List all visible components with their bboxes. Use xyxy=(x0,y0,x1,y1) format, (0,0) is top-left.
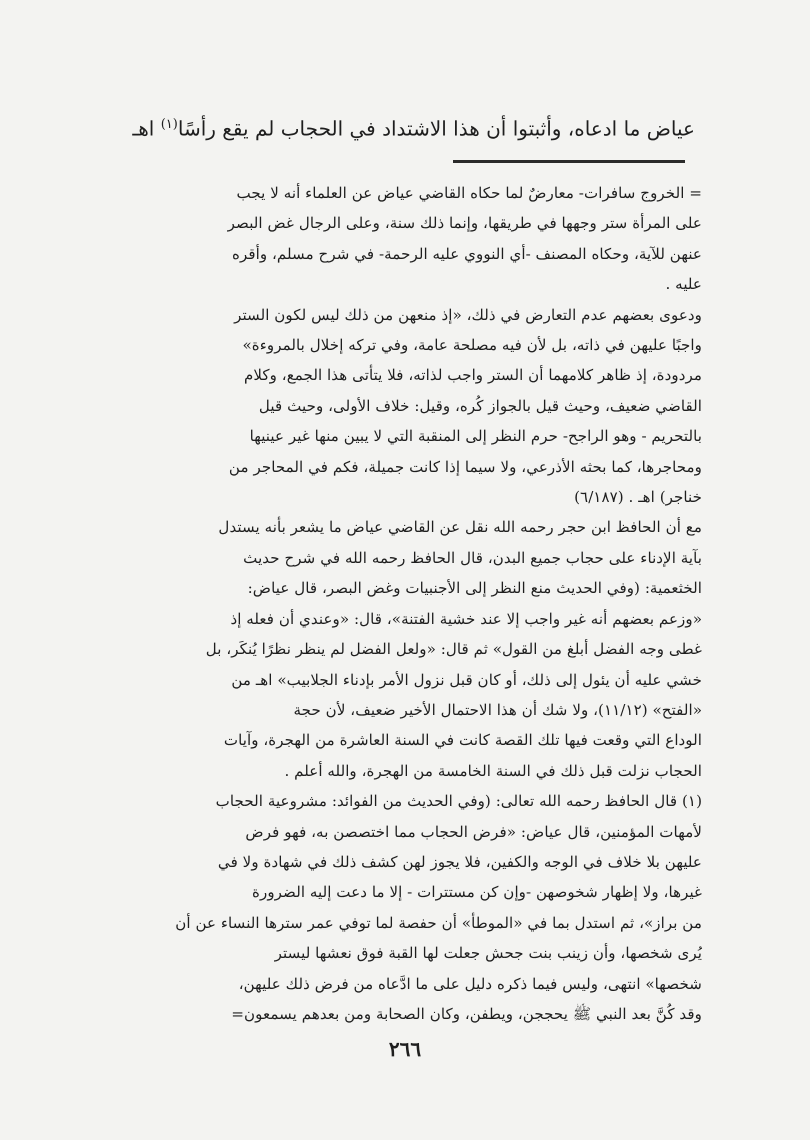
note-line: القاضي ضعيف، وحيث قيل بالجواز كُره، وقيل: خلاف الأولى، وحيث قيل xyxy=(258,396,702,415)
note-paragraph-2 xyxy=(78,300,702,513)
footnote-reference: (١) xyxy=(160,117,178,132)
note-line: عليهن بلا خلاف في الوجه والكفين، فلا يجوز لهن كشف ذلك في شهادة ولا في xyxy=(217,852,702,871)
note-line: الحجاب نزلت قبل ذلك في السنة الخامسة من الهجرة، والله أعلم . xyxy=(284,761,702,780)
page-number: ٢٦٦ xyxy=(388,1037,422,1061)
note-line: شخصها» انتهى، وليس فيما ذكره دليل على ما ادَّعاه من فرض ذلك عليهن، xyxy=(238,974,702,993)
note-line: بالتحريم - وهو الراجح- حرم النظر إلى المنقبة التي لا يبين منها غير عينيها xyxy=(249,427,702,446)
footnote-1 xyxy=(78,786,702,1029)
note-line: (١) قال الحافظ رحمه الله تعالى: (وفي الحديث من الفوائد: مشروعية الحجاب xyxy=(215,792,702,811)
note-line: عنهن للآية، وحكاه المصنف -أي النووي عليه الرحمة- في شرح مسلم، وأقره xyxy=(232,244,702,263)
note-paragraph-3 xyxy=(78,512,702,786)
footnotes-block xyxy=(78,178,702,1029)
main-text-body: عياض ما ادعاه، وأثبتوا أن هذا الاشتداد في الحجاب لم يقع رأسًا xyxy=(177,116,695,141)
note-line: عليه . xyxy=(665,275,702,294)
note-line: الوداع التي وقعت فيها تلك القصة كانت في السنة العاشرة من الهجرة، وآيات xyxy=(223,731,702,750)
note-line: من براز»، ثم استدل بما في «الموطأ» أن حفصة لما توفي عمر سترها النساء عن أن xyxy=(175,913,702,932)
note-line: على المرأة ستر وجهها في طريقها، وإنما ذلك سنة، وعلى الرجال غض البصر xyxy=(227,214,702,233)
note-line: غيرها، ولا إظهار شخوصهن -وإن كن مستترات - إلا ما دعت إليه الضرورة xyxy=(252,883,702,902)
note-line: مع أن الحافظ ابن حجر رحمه الله نقل عن القاضي عياض ما يشعر بأنه يستدل xyxy=(218,518,702,537)
note-line: خشي عليه أن يئول إلى ذلك، أو كان قبل نزول الأمر بإدناء الجلابيب» اهـ من xyxy=(231,670,702,689)
note-line: وقد كُنَّ بعد النبي ﷺ يحججن، ويطفن، وكان الصحابة ومن بعدهم يسمعون= xyxy=(231,1004,702,1023)
note-line: ومحاجرها، كما بحثه الأذرعي، ولا سيما إذا كانت جميلة، فكم في المحاجر من xyxy=(228,457,702,476)
note-line: الخثعمية: (وفي الحديث منع النظر إلى الأجنبيات وغض البصر، قال عياض: xyxy=(247,579,702,598)
note-line: «وزعم بعضهم أنه غير واجب إلا عند خشية الفتنة»، قال: «وعندي أن فعله إذ xyxy=(230,609,702,628)
continued-note xyxy=(78,178,702,300)
note-line: بآية الإدناء على حجاب جميع البدن، قال الحافظ رحمه الله في شرح حديث xyxy=(243,548,702,567)
note-line: واجبًا عليهن في ذاته، بل لأن فيه مصلحة عامة، وفي تركه إخلال بالمروءة» xyxy=(242,336,702,355)
note-line: = الخروج سافرات- معارضٌ لما حكاه القاضي عياض عن العلماء أنه لا يجب xyxy=(236,184,702,202)
footnote-separator-rule xyxy=(453,160,685,163)
main-text-line xyxy=(80,110,695,144)
note-line: مردودة، إذ ظاهر كلامهما أن الستر واجب لذاته، فلا يتأتى هذا الجمع، وكلام xyxy=(243,366,702,385)
note-line: غطى وجه الفضل أبلغ من القول» ثم قال: «ولعل الفضل لم ينظر نظرًا يُنكَر، بل xyxy=(205,640,702,659)
note-line: يُرى شخصها، وأن زينب بنت جحش جعلت لها القبة فوق نعشها ليستر xyxy=(274,944,702,963)
note-line: خناجر) اهـ . (٦/١٨٧) xyxy=(574,488,702,507)
main-text-end: اهـ xyxy=(132,116,161,141)
note-line: «الفتح» (١١/١٢)، ولا شك أن هذا الاحتمال الأخير ضعيف، لأن حجة xyxy=(293,700,702,719)
note-line: لأمهات المؤمنين، قال عياض: «فرض الحجاب مما اختصصن به، فهو فرض xyxy=(245,822,702,841)
note-line: ودعوى بعضهم عدم التعارض في ذلك، «إذ منعهن من ذلك ليس لكون الستر xyxy=(234,305,702,324)
